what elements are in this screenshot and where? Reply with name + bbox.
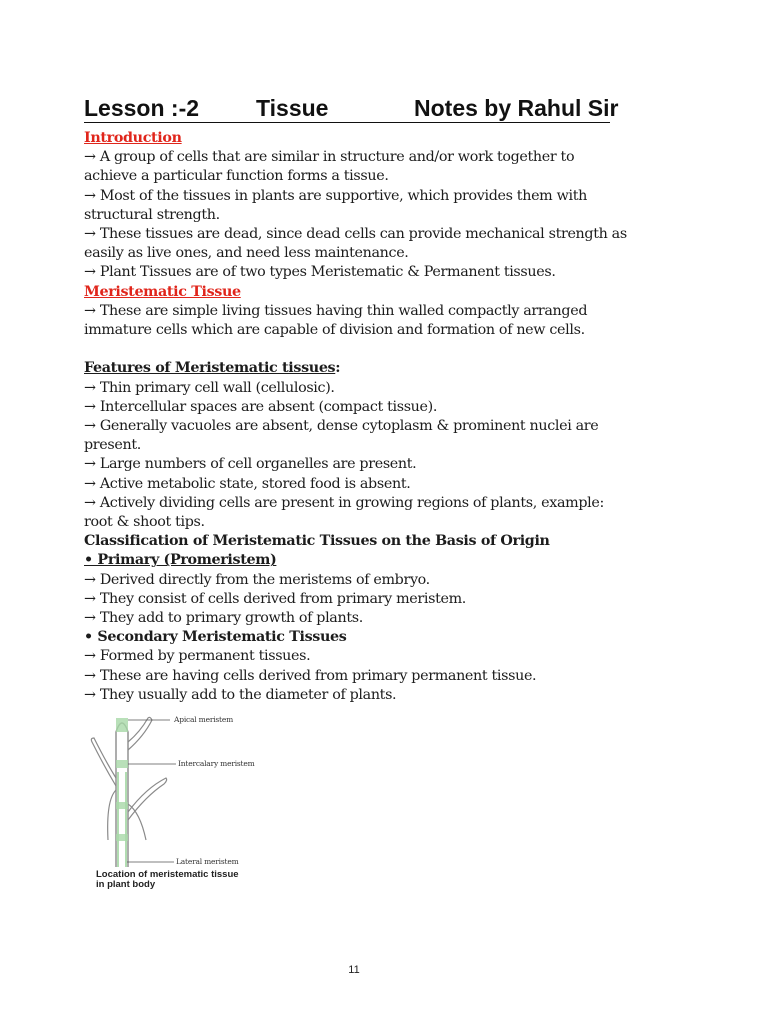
apical-meristem-label: Apical meristem	[174, 715, 234, 724]
body-line: → Most of the tissues in plants are supportive, which provides them with	[84, 187, 587, 204]
plant-body-illustration	[84, 712, 284, 872]
lesson-number: Lesson :-2	[84, 95, 200, 121]
body-line: → These are simple living tissues having thin walled compactly arranged	[84, 302, 588, 319]
section-heading	[84, 628, 684, 647]
section-heading	[84, 359, 684, 378]
body-line: → These tissues are dead, since dead cells can provide mechanical strength as	[84, 226, 627, 243]
page-header	[84, 94, 619, 123]
heading-text: Features of Meristematic tissues	[84, 360, 336, 377]
heading-text: Classification of Meristematic Tissues on the Basis of Origin	[84, 533, 550, 550]
body-line: → Large numbers of cell organelles are present.	[84, 456, 417, 473]
section-heading	[84, 551, 684, 570]
body-line: → Derived directly from the meristems of embryo.	[84, 571, 430, 588]
heading-text: • Primary (Promeristem)	[84, 552, 277, 569]
body-line: root & shoot tips.	[84, 514, 205, 531]
notes-author: Notes by Rahul Sir	[414, 95, 619, 121]
section-heading	[84, 283, 684, 302]
body-line: → They usually add to the diameter of plants.	[84, 686, 397, 703]
body-line: immature cells which are capable of division and formation of new cells.	[84, 322, 585, 339]
section-heading	[84, 532, 684, 551]
lesson-topic: Tissue	[256, 95, 329, 121]
heading-suffix: :	[335, 360, 341, 377]
body-line: → Plant Tissues are of two types Meristematic & Permanent tissues.	[84, 264, 556, 281]
body-line: → They add to primary growth of plants.	[84, 610, 363, 627]
body-line: easily as live ones, and need less maintenance.	[84, 245, 409, 262]
body-line: present.	[84, 437, 141, 454]
body-line: → They consist of cells derived from primary meristem.	[84, 590, 466, 607]
lateral-meristem-label: Lateral meristem	[176, 857, 239, 866]
section-heading	[84, 129, 684, 148]
heading-text: Introduction	[84, 130, 182, 146]
body-line: → These are having cells derived from primary permanent tissue.	[84, 667, 537, 684]
heading-text: • Secondary Meristematic Tissues	[84, 629, 347, 646]
body-line: → Actively dividing cells are present in growing regions of plants, example:	[84, 494, 604, 511]
body-line: achieve a particular function forms a tissue.	[84, 168, 389, 185]
notes-body	[84, 129, 684, 705]
page-number: 11	[348, 964, 360, 976]
intercalary-meristem-label: Intercalary meristem	[178, 759, 255, 768]
heading-text: Meristematic Tissue	[84, 283, 241, 300]
blank-line	[84, 340, 684, 359]
body-line: → Formed by permanent tissues.	[84, 648, 311, 665]
meristem-diagram	[84, 712, 284, 892]
figure-caption: Location of meristematic tissue in plant body	[96, 869, 239, 890]
body-line: structural strength.	[84, 206, 220, 223]
body-line: → Active metabolic state, stored food is absent.	[84, 475, 411, 492]
body-line: → Generally vacuoles are absent, dense cytoplasm & prominent nuclei are	[84, 418, 599, 435]
body-line: → Thin primary cell wall (cellulosic).	[84, 379, 335, 396]
body-line: → Intercellular spaces are absent (compact tissue).	[84, 398, 438, 415]
body-line: → A group of cells that are similar in structure and/or work together to	[84, 149, 575, 166]
